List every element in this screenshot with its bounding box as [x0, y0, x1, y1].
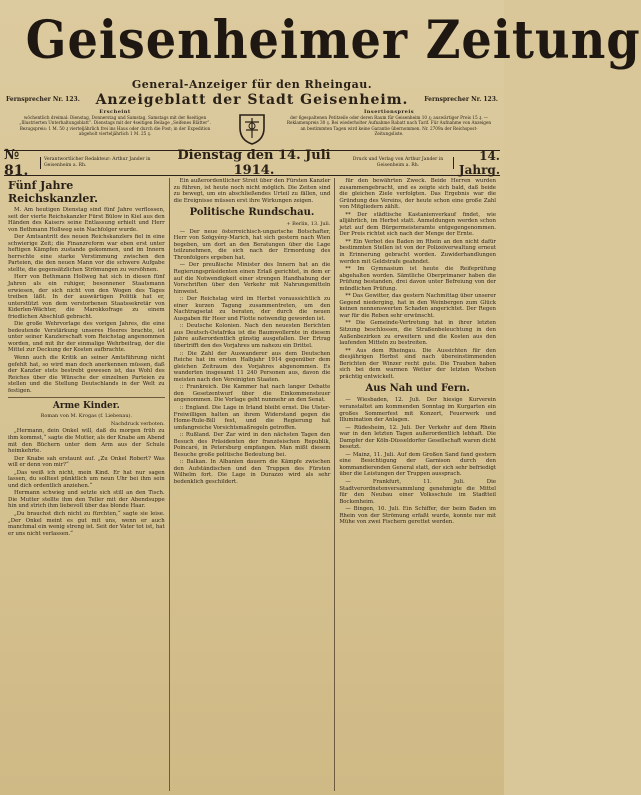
phone-number-left: Fernsprecher Nr. 123. — [6, 96, 80, 103]
headline-chancellor: Fünf Jahre Reichskanzler. — [8, 179, 98, 205]
headline-politics: Politische Rundschau. — [189, 207, 315, 219]
news-paragraph: — Der neue österreichisch-ungarische Botschafter, Herr von Szögyény-Marich, hat sich gestern nach Wien begeben, um dort an den Beratungen über die Lage teilzunehmen, die sich nach der Ermordung des Thronfolgers ergeben hat. — [173, 228, 331, 261]
advertising-info-heading: Insertionspreis — [363, 109, 415, 115]
headline-regional: Aus Nah und Fern. — [365, 383, 470, 395]
dateline: + Berlin, 13. Juli. — [286, 221, 331, 228]
news-paragraph: — Der preußische Minister des Innern hat an die Regierungspräsidenten einen Erlaß gerichtet, in dem er auf die Notwendigkeit einer strengen Handhabung der Vorschriften über den Verkehr mit Nahrungsmitteln hinweist. — [173, 262, 331, 295]
story-paragraph: Hermann schwieg und setzte sich still an den Tisch. Die Mutter stellte ihm den Teller mit der Abendsuppe hin und strich ihm liebevoll über das blonde Haar. — [8, 490, 165, 510]
news-paragraph: :: Der Reichstag wird im Herbst voraussichtlich zu einer kurzen Tagung zusammentreten, um den Nachtragsetat zu beraten, der durch die neuen Ausgaben für Heer und Flotte notwendig geworden ist. — [173, 296, 331, 322]
feuilleton-byline: Roman von M. Krogas (f. Liebenau). — [40, 413, 133, 420]
regional-item: — Mainz, 11. Juli. Auf dem Großen Sand fand gestern eine Besichtigung der Garnison durch den kommandierenden General statt, der sich sehr befriedigt über die Leistungen der Truppen aussprach. — [339, 451, 497, 478]
phone-number-right: Fernsprecher Nr. 123. — [424, 96, 498, 103]
headline-feuilleton: Arme Kinder. — [52, 401, 120, 412]
column-3 — [334, 178, 500, 791]
reprint-notice: Nachdruck verboten. — [110, 420, 165, 427]
issue-date: Dienstag den 14. Juli 1914. — [177, 148, 331, 178]
subscription-info — [6, 110, 224, 148]
news-paragraph: :: Deutsche Kolonien. Nach den neuesten Berichten aus Deutsch-Ostafrika ist die Baumwollernte in diesem Jahre außerordentlich günstig ausgefallen. Der Ertrag übertrifft den des Vorjahres um nahezu ein Drittel. — [173, 323, 331, 350]
local-paragraph: ** Die Gemeinde-Vertretung hat in ihrer letzten Sitzung beschlossen, die Straßenbeleuchtung in den Außenbezirken zu erweitern und die Kosten aus den laufenden Mitteln zu bestreiten. — [339, 320, 497, 347]
advertising-info-text: der 6gespaltenen Petitzeile oder deren Raum für Geisenheim 10 ₰; auswärtiger Preis 15 ₰. — Reklamenpreis 30 ₰. Bei wiederholter Aufnahme Rabatt nach Tarif. Für Aufnahme von Anzeigen an bestimmten Tagen wird keine Garantie übernommen. Nr. 2709a der Reichspost-Zeitungsliste. — [286, 115, 492, 136]
subscription-info-heading: Erscheint — [99, 109, 131, 115]
article-paragraph: Wenn auch die Kritik an seiner Amtsführung nicht gefehlt hat, so wird man doch anerkennen müssen, daß der Kanzler stets bestrebt gewesen ist, das Wohl des Reiches über die Wünsche der einzelnen Parteien zu stellen und die Stellung Deutschlands in der Welt zu festigen. — [8, 355, 165, 394]
news-paragraph: :: Rußland. Der Zar wird in den nächsten Tagen den Besuch des Präsidenten der französischen Republik, Poincaré, in Petersburg empfangen. Man mißt diesem Besuche große politische Bedeutung bei. — [173, 432, 331, 458]
advertising-info — [280, 110, 498, 148]
story-paragraph: „Du brauchst dich nicht zu fürchten,“ sagte sie leise. „Der Onkel meint es gut mit uns, wenn er auch manchmal ein wenig streng ist. Seit der Vater tot ist, hat er uns nicht verlassen.“ — [8, 510, 165, 537]
regional-item: — Rüdesheim, 12. Juli. Der Verkehr auf dem Rhein war in den letzten Tagen außerordentlich lebhaft. Die Dampfer der Köln-Düsseldorfer Gesellschaft waren dicht besetzt. — [339, 424, 497, 451]
local-paragraph: ** Das Gewitter, das gestern Nachmittag über unserer Gegend niederging, hat in den Weinbergen zum Glück keinen nennenswerten Schaden angerichtet. Der Regen war für die Reben sehr erwünscht. — [339, 293, 497, 319]
subscription-info-text: wöchentlich dreimal: Dienstag, Donnerstag und Samstag, Samstags mit der 8seitigen „Illustrierten Unterhaltungsblatt“. Dienstags mit der 4seitigen Beilage „Seifenes Blätter“. Bezugspreis: 1 M. 50 ₰ vierteljährlich frei ins Haus oder durch die Post; in der Expedition abgeholt vierteljährlich 1 M. 25 ₰. — [19, 115, 211, 136]
local-paragraph: ** Aus dem Rheingau. Die Aussichten für den diesjährigen Herbst sind nach übereinstimmenden Berichten der Winzer recht gute. Die Trauben haben sich bei dem warmen Wetter der letzten Wochen prächtig entwickelt. — [339, 347, 497, 380]
date-bar — [4, 147, 500, 179]
article-paragraph: Herr von Bethmann Hollweg hat sich in diesen fünf Jahren als ein ruhiger, besonnener Staatsmann erwiesen, der sich nicht von den Wogen des Tages treiben läßt. In der auswärtigen Politik hat er, unterstützt von dem verstorbenen Staatssekretär von Kiderlen-Wächter, die Marokkofrage zu einem friedlichen Abschluß gebracht. — [8, 274, 165, 320]
article-paragraph: Der Amtsantritt des neuen Reichskanzlers fiel in eine schwierige Zeit; die Finanzreform war eben erst unter heftigen Kämpfen zustande gekommen, und im Innern herrschte eine starke Verstimmung zwischen den Parteien, die den neuen Mann vor die schwere Aufgabe stellte, die gegensätzlichen Strömungen zu versöhnen. — [8, 234, 165, 273]
editor-credit: Verantwortlicher Redakteur: Arthur Jander in Geisenheim a. Rh. — [40, 157, 162, 168]
story-paragraph: „Hermann, dein Onkel will, daß du morgen früh zu ihm kommst,“ sagte die Mutter, als der Knabe am Abend mit den Büchern unter dem Arm aus der Schule heimkehrte. — [8, 428, 165, 455]
news-paragraph: :: Die Zahl der Auswanderer aus dem Deutschen Reiche hat im ersten Halbjahr 1914 gegenüber dem gleichen Zeitraum des Vorjahres abgenommen. Es wanderten insgesamt 11 240 Personen aus, davon die meisten nach den Vereinigten Staaten. — [173, 350, 331, 383]
local-paragraph: ** Ein Verbot des Baden im Rhein an den nicht dafür bestimmten Stellen ist von der Polizeiverwaltung erneut in Erinnerung gebracht worden. Zuwiderhandlungen werden mit Geldstrafe geahndet. — [339, 238, 497, 265]
publisher-credit: Druck und Verlag von Arthur Jander in Geisenheim a. Rh. — [346, 157, 454, 168]
story-paragraph: Der Knabe sah erstaunt auf. „Zu Onkel Robert? Was will er denn von mir?“ — [8, 455, 165, 469]
regional-item: — Wiesbaden, 12. Juli. Der hiesige Kurverein veranstaltet am kommenden Sonntag im Kurgarten ein großes Sommerfest mit Konzert, Feuerwerk und Illumination der Anlagen. — [339, 397, 497, 424]
story-paragraph: „Das weiß ich nicht, mein Kind. Er hat nur sagen lassen, du solltest pünktlich um neun Uhr bei ihm sein und dich ordentlich anziehen.“ — [8, 469, 165, 489]
coat-of-arms-icon — [224, 110, 280, 148]
column-1 — [4, 178, 169, 791]
masthead-info-row — [6, 110, 498, 148]
article-paragraph: Die große Wehrvorlage des vorigen Jahres, die eine bedeutende Verstärkung unseres Heeres brachte, ist unter seiner Kanzlerschaft vom Reichstag angenommen worden, und mit ihr der einmalige Wehrbeitrag, der die Mittel zur Deckung der Kosten aufbrachte. — [8, 321, 165, 354]
column-2 — [169, 178, 335, 791]
newspaper-title: Geisenheimer Zeitung — [25, 10, 641, 71]
article-paragraph: M. Am heutigen Dienstag sind fünf Jahre verflossen, seit der vierte Reichskanzler Fürst Bülow in Kiel aus den Händen des Kaisers seine Entlassung erhielt und Herr von Bethmann Hollweg sein Nachfolger wurde. — [8, 207, 165, 233]
local-paragraph: für den bewährten Zweck. Beide Herren wurden zusammengebracht, und es zeigte sich bald, daß beide die gleichen Ziele verfolgten. Das Ergebnis war die Gründung des Vereins, der heute schon eine große Zahl von Mitgliedern zählt. — [339, 178, 497, 211]
volume-year: 14. Jahrg. — [458, 149, 500, 177]
local-paragraph: ** Der städtische Kastanienverkauf findet, wie alljährlich, im Herbst statt. Anmeldungen werden schon jetzt auf dem Bürgermeisteramte entgegengenommen. Der Preis richtet sich nach der Menge der Ernte. — [339, 211, 497, 238]
masthead — [0, 0, 641, 150]
news-paragraph: :: England. Die Lage in Irland bleibt ernst. Die Ulster-Freiwilligen halten an ihrem Widerstand gegen die Home-Rule-Bill fest, und die Regierung hat umfangreiche Vorsichtsmaßregeln getroffen. — [173, 404, 331, 431]
section-divider — [8, 397, 165, 398]
issue-number: № 81. — [4, 147, 29, 179]
subtitle-official: Anzeigeblatt der Stadt Geisenheim. — [95, 92, 409, 108]
news-paragraph: :: Balkan. In Albanien dauern die Kämpfe zwischen den Aufständischen und den Truppen des Fürsten Wilhelm fort. Die Lage in Durazzo wird als sehr bedenklich geschildert. — [173, 459, 331, 485]
subtitle: General-Anzeiger für den Rheingau. — [131, 78, 373, 91]
regional-item: — Bingen, 10. Juli. Ein Schiffer, der beim Baden im Rhein von der Strömung erfaßt wurde, konnte nur mit Mühe von zwei Fischern gerettet werden. — [339, 506, 497, 526]
article-paragraph: Ein außerordentlicher Streit über den Fürsten Kanzler zu führen, ist heute noch nicht möglich. Die Zeiten sind zu bewegt, um ein abschließendes Urteil zu fällen, und die Ereignisse müssen erst ihre Wirkungen zeigen. — [173, 178, 331, 204]
article-columns — [4, 178, 500, 791]
regional-item: — Frankfurt, 11. Juli. Die Stadtverordnetenversammlung genehmigte die Mittel für den Neubau einer Volksschule im Stadtteil Bockenheim. — [339, 478, 497, 505]
news-paragraph: :: Frankreich. Die Kammer hat nach langer Debatte den Gesetzentwurf über die Einkommensteuer angenommen. Die Vorlage geht nunmehr an den Senat. — [173, 384, 331, 404]
local-paragraph: ** Im Gymnasium ist heute die Reifeprüfung abgehalten worden. Sämtliche Oberprimaner haben die Prüfung bestanden, drei davon unter Befreiung von der mündlichen Prüfung. — [339, 266, 497, 292]
